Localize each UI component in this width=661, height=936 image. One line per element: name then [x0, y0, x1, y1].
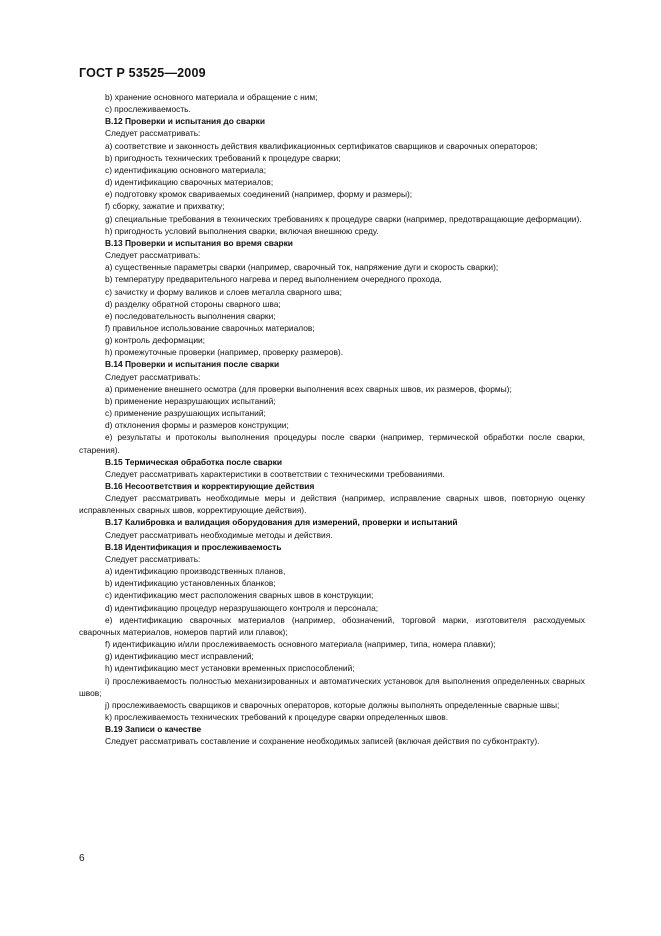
list-item: d) отклонения формы и размеров конструкции;	[105, 420, 289, 431]
list-item: f) идентификацию и/или прослеживаемость основного материала (например, типа, номера плавки);	[105, 639, 496, 650]
list-item: k) прослеживаемость технических требований к процедуре сварки определенных швов.	[105, 711, 449, 722]
list-item: g) контроль деформации;	[105, 335, 206, 346]
document-header: ГОСТ Р 53525—2009	[79, 66, 206, 80]
section-heading: В.14 Проверки и испытания после сварки	[105, 359, 280, 370]
paragraph: Следует рассматривать характеристики в соответствии с техническими требованиями.	[105, 468, 445, 479]
list-item: h) идентификацию мест установки временных приспособлений;	[105, 663, 355, 674]
list-item: e) подготовку кромок свариваемых соединений (например, форму и размеры);	[105, 189, 413, 200]
list-item: f) сборку, зажатие и прихватку;	[105, 201, 225, 212]
list-item: c) идентификацию основного материала;	[105, 164, 267, 175]
page-number: 6	[79, 853, 85, 864]
section-heading: В.15 Термическая обработка после сварки	[105, 456, 282, 467]
list-item: b) хранение основного материала и обращение с ним;	[105, 92, 318, 102]
paragraph: Следует рассматривать:	[105, 553, 201, 564]
section-heading: В.16 Несоответствия и корректирующие действия	[105, 481, 315, 491]
paragraph: Следует рассматривать необходимые меры и действия (например, исправление сварных швов, повторную оценку исправленных сварных швов, корректирующие действия).	[79, 493, 585, 516]
list-item: c) применение разрушающих испытаний;	[105, 408, 266, 419]
list-item: e) идентификацию сварочных материалов (например, обозначений, торговой марки, изготовителя расходуемых сварочных материалов, номеров партий или плавок);	[79, 614, 585, 637]
list-item: j) прослеживаемость сварщиков и сварочных операторов, которые должны выполнять определенные сварные швы;	[105, 699, 560, 710]
list-item: g) специальные требования в технических требованиях к процедуре сварки (например, предотвращающие деформации).	[105, 213, 582, 224]
list-item: a) существенные параметры сварки (например, сварочный ток, напряжение дуги и скорость сварки);	[105, 262, 499, 273]
section-heading: В.18 Идентификация и прослеживаемость	[105, 541, 282, 552]
paragraph: Следует рассматривать:	[105, 128, 201, 139]
list-item: c) прослеживаемость.	[105, 104, 191, 115]
list-item: g) идентификацию мест исправлений;	[105, 651, 254, 662]
list-item: b) идентификацию установленных бланков;	[105, 578, 276, 589]
paragraph: Следует рассматривать:	[105, 371, 201, 382]
list-item: c) идентификацию мест расположения сварных швов в конструкции;	[105, 590, 374, 601]
section-heading: В.12 Проверки и испытания до сварки	[105, 116, 265, 127]
document-body	[79, 91, 585, 747]
list-item: d) идентификацию сварочных материалов;	[105, 177, 274, 188]
list-item: a) идентификацию производственных планов,	[105, 566, 286, 577]
section-heading: В.13 Проверки и испытания во время сварки	[105, 237, 293, 248]
list-item: d) идентификацию процедур неразрушающего контроля и персонала;	[105, 602, 379, 613]
list-item: e) результаты и протоколы выполнения процедуры после сварки (например, термической обработки после сварки, старения).	[79, 432, 585, 455]
list-item: f) правильное использование сварочных материалов;	[105, 322, 315, 333]
list-item: b) температуру предварительного нагрева и перед выполнением очередного прохода,	[105, 274, 442, 285]
list-item: a) соответствие и законность действия квалификационных сертификатов сварщиков и сварочных операторов;	[105, 140, 538, 151]
list-item: c) зачистку и форму валиков и слоев металла сварного шва;	[105, 286, 342, 297]
list-item: b) пригодность технических требований к процедуре сварки;	[105, 152, 341, 163]
list-item: d) разделку обратной стороны сварного шва;	[105, 298, 281, 309]
list-item: i) прослеживаемость полностью механизированных и автоматических установок для выполнения определенных сварных швов;	[79, 675, 585, 698]
list-item: h) промежуточные проверки (например, проверку размеров).	[105, 347, 344, 358]
list-item: a) применение внешнего осмотра (для проверки выполнения всех сварных швов, их размеров, формы);	[105, 383, 512, 394]
paragraph: Следует рассматривать составление и сохранение необходимых записей (включая действия по субконтракту).	[105, 736, 540, 747]
list-item: h) пригодность условий выполнения сварки, включая внешнюю среду.	[105, 225, 379, 236]
paragraph: Следует рассматривать необходимые методы и действия.	[105, 529, 333, 540]
paragraph: Следует рассматривать:	[105, 250, 201, 261]
section-heading: В.19 Записи о качестве	[105, 724, 202, 735]
section-heading: В.17 Калибровка и валидация оборудования для измерений, проверки и испытаний	[105, 517, 458, 528]
list-item: e) последовательность выполнения сварки;	[105, 310, 276, 321]
list-item: b) применение неразрушающих испытаний;	[105, 395, 276, 406]
